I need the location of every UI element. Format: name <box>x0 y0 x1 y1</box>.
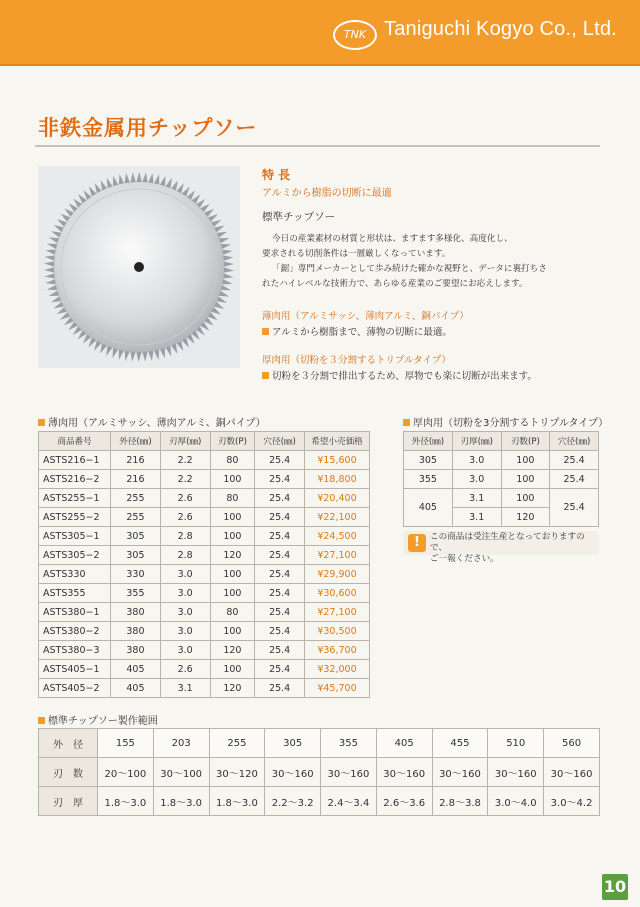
thick-table-title-text: 厚肉用（切粉を3分割するトリプルタイプ） <box>413 418 609 429</box>
company-name: Taniguchi Kogyo Co., Ltd. <box>384 18 617 40</box>
blade-tooth <box>130 351 136 362</box>
price-cell: ¥32,000 <box>304 660 369 679</box>
table-cell: 3.0〜4.2 <box>544 787 600 816</box>
product-code-cell: ASTS330 <box>39 565 111 584</box>
table-cell: 2.8〜3.8 <box>432 787 488 816</box>
price-cell: ¥45,700 <box>304 679 369 698</box>
page-number: 10 <box>602 874 628 900</box>
table-cell: 380 <box>111 603 161 622</box>
product-code-cell: ASTS216−1 <box>39 451 111 470</box>
blade-tooth <box>223 261 234 267</box>
table-cell: 80 <box>210 489 255 508</box>
table-cell: 255 <box>111 489 161 508</box>
table-cell: 100 <box>501 489 550 508</box>
price-cell: ¥29,900 <box>304 565 369 584</box>
saw-blade-image <box>38 166 240 368</box>
table-cell: 80 <box>210 603 255 622</box>
table-row <box>39 660 370 679</box>
table-cell: 20〜100 <box>98 758 154 787</box>
table-cell: 3.1 <box>160 679 210 698</box>
blade-tooth <box>142 351 148 362</box>
table-row <box>39 679 370 698</box>
table-cell: 1.8〜3.0 <box>209 787 265 816</box>
table-cell: 2.6 <box>160 489 210 508</box>
paragraph-line: 要求される切削条件は一層厳しくなっています。 <box>262 249 451 259</box>
table-cell: 1.8〜3.0 <box>98 787 154 816</box>
table-cell: 25.4 <box>255 546 305 565</box>
table-row <box>404 470 599 489</box>
product-code-cell: ASTS380−1 <box>39 603 111 622</box>
table-cell: 216 <box>111 470 161 489</box>
table-cell: 405 <box>376 729 432 758</box>
table-cell: 3.0〜4.0 <box>488 787 544 816</box>
blade-tooth <box>223 267 234 273</box>
blade-tooth <box>44 267 55 273</box>
table-cell: 3.0 <box>160 641 210 660</box>
table-row <box>39 729 600 758</box>
table-row <box>39 527 370 546</box>
range-table-title <box>38 712 158 727</box>
thin-wall-heading: 薄肉用（アルミサッシ、薄肉アルミ、銅パイプ） <box>262 311 469 322</box>
table-cell: 30〜160 <box>265 758 321 787</box>
table-cell: 2.2〜3.2 <box>265 787 321 816</box>
bullet-square-icon <box>403 419 410 426</box>
page-title: 非鉄金属用チップソー <box>38 116 258 140</box>
price-cell: ¥24,500 <box>304 527 369 546</box>
table-cell: 100 <box>210 622 255 641</box>
table-cell: 30〜160 <box>544 758 600 787</box>
table-cell: 155 <box>98 729 154 758</box>
bullet-square-icon <box>262 372 269 379</box>
paragraph-line: れたハイレベルな技術力で、あらゆる産業のご要望にお応えします。 <box>262 279 528 289</box>
blade-tooth <box>136 351 142 362</box>
product-code-cell: ASTS305−2 <box>39 546 111 565</box>
table-header-row <box>39 432 370 451</box>
header-cell: 外径(㎜) <box>404 432 453 451</box>
table-cell: 405 <box>111 660 161 679</box>
table-cell: 355 <box>321 729 377 758</box>
table-cell: 405 <box>404 489 453 527</box>
table-cell: 560 <box>544 729 600 758</box>
header-cell: 希望小売価格 <box>304 432 369 451</box>
table-cell: 25.4 <box>255 470 305 489</box>
table-cell: 80 <box>210 451 255 470</box>
table-cell: 25.4 <box>255 565 305 584</box>
product-code-cell: ASTS405−1 <box>39 660 111 679</box>
row-label-cell: 刃 厚 <box>39 787 98 816</box>
table-cell: 30〜100 <box>153 758 209 787</box>
header-cell: 刃厚(㎜) <box>160 432 210 451</box>
header-cell: 刃厚(㎜) <box>452 432 501 451</box>
table-cell: 355 <box>111 584 161 603</box>
blade-tooth <box>44 273 55 279</box>
thick-wall-heading: 厚肉用（切粉を３分割するトリプルタイプ） <box>262 355 451 366</box>
table-cell: 30〜160 <box>488 758 544 787</box>
table-cell: 3.0 <box>160 584 210 603</box>
price-cell: ¥30,600 <box>304 584 369 603</box>
table-cell: 216 <box>111 451 161 470</box>
features-subtitle: アルミから樹脂の切断に最適 <box>262 188 392 199</box>
price-cell: ¥27,100 <box>304 546 369 565</box>
table-cell: 25.4 <box>255 451 305 470</box>
blade-tooth <box>44 261 55 267</box>
thin-wall-description <box>262 324 452 338</box>
blade-tooth <box>45 255 56 261</box>
table-cell: 25.4 <box>255 660 305 679</box>
table-cell: 2.2 <box>160 470 210 489</box>
table-row <box>39 584 370 603</box>
table-cell: 120 <box>210 546 255 565</box>
thick-wall-description <box>262 368 537 382</box>
table-cell: 25.4 <box>550 451 599 470</box>
header-cell: 刃数(P) <box>210 432 255 451</box>
product-code-cell: ASTS405−2 <box>39 679 111 698</box>
table-cell: 2.6〜3.6 <box>376 787 432 816</box>
table-cell: 25.4 <box>255 584 305 603</box>
exclamation-icon: ! <box>408 534 426 552</box>
feature-paragraph <box>262 232 602 292</box>
table-cell: 305 <box>111 546 161 565</box>
table-row <box>39 470 370 489</box>
bullet-square-icon <box>38 419 45 426</box>
table-cell: 2.2 <box>160 451 210 470</box>
table-cell: 3.1 <box>452 489 501 508</box>
table-row <box>39 489 370 508</box>
product-code-cell: ASTS216−2 <box>39 470 111 489</box>
table-cell: 355 <box>404 470 453 489</box>
price-cell: ¥15,600 <box>304 451 369 470</box>
table-cell: 330 <box>111 565 161 584</box>
table-cell: 255 <box>111 508 161 527</box>
price-cell: ¥27,100 <box>304 603 369 622</box>
range-table <box>38 728 600 816</box>
table-cell: 2.6 <box>160 508 210 527</box>
title-divider <box>35 145 600 147</box>
thick-spec-table <box>403 431 599 527</box>
table-cell: 305 <box>111 527 161 546</box>
paragraph-line: 今日の産業素材の材質と形状は、ますます多様化、高度化し、 <box>272 234 513 244</box>
header-cell: 穴径(㎜) <box>255 432 305 451</box>
price-cell: ¥36,700 <box>304 641 369 660</box>
thin-wall-text: アルミから樹脂まで、薄物の切断に最適。 <box>272 327 452 338</box>
product-code-cell: ASTS380−2 <box>39 622 111 641</box>
product-code-cell: ASTS380−3 <box>39 641 111 660</box>
table-cell: 2.4〜3.4 <box>321 787 377 816</box>
table-cell: 25.4 <box>550 470 599 489</box>
table-row <box>39 508 370 527</box>
table-cell: 30〜160 <box>376 758 432 787</box>
header-cell: 外径(㎜) <box>111 432 161 451</box>
table-cell: 100 <box>501 470 550 489</box>
header-cell: 商品番号 <box>39 432 111 451</box>
table-cell: 30〜160 <box>432 758 488 787</box>
table-row <box>39 787 600 816</box>
table-cell: 255 <box>209 729 265 758</box>
table-cell: 100 <box>210 565 255 584</box>
paragraph-line: 「鋸」専門メーカーとして歩み続けた確かな視野と、データに裏打ちさ <box>272 264 547 274</box>
table-cell: 100 <box>501 451 550 470</box>
price-cell: ¥18,800 <box>304 470 369 489</box>
table-row <box>39 565 370 584</box>
table-cell: 25.4 <box>550 489 599 527</box>
thick-wall-text: 切粉を３分割で排出するため、厚物でも楽に切断が出来ます。 <box>272 371 537 382</box>
table-cell: 30〜160 <box>321 758 377 787</box>
table-cell: 100 <box>210 527 255 546</box>
company-logo: TNK <box>333 20 377 50</box>
table-cell: 305 <box>404 451 453 470</box>
table-row <box>39 546 370 565</box>
table-cell: 3.0 <box>452 451 501 470</box>
range-table-title-text: 標準チップソー製作範囲 <box>48 716 158 727</box>
table-cell: 3.1 <box>452 508 501 527</box>
blade-tooth <box>222 255 233 261</box>
thick-table-title <box>403 414 608 429</box>
table-cell: 100 <box>210 584 255 603</box>
table-row <box>39 451 370 470</box>
table-cell: 25.4 <box>255 489 305 508</box>
table-cell: 3.0 <box>160 565 210 584</box>
row-label-cell: 刃 数 <box>39 758 98 787</box>
table-row <box>404 489 599 508</box>
table-cell: 30〜120 <box>209 758 265 787</box>
bullet-square-icon <box>38 717 45 724</box>
table-cell: 455 <box>432 729 488 758</box>
table-row <box>39 622 370 641</box>
table-cell: 25.4 <box>255 603 305 622</box>
notice-line: この商品は受注生産となっておりますので、 <box>430 532 585 553</box>
product-code-cell: ASTS355 <box>39 584 111 603</box>
blade-tooth <box>136 172 142 183</box>
table-cell: 405 <box>111 679 161 698</box>
table-row <box>39 603 370 622</box>
table-cell: 380 <box>111 641 161 660</box>
header-cell: 刃数(P) <box>501 432 550 451</box>
bullet-square-icon <box>262 328 269 335</box>
product-code-cell: ASTS255−1 <box>39 489 111 508</box>
saw-blade-icon <box>38 166 240 368</box>
price-cell: ¥22,100 <box>304 508 369 527</box>
table-header-row <box>404 432 599 451</box>
thin-price-table <box>38 431 370 698</box>
thin-table-title-text: 薄肉用（アルミサッシ、薄肉アルミ、銅パイプ） <box>48 418 266 429</box>
notice-line: ご一報ください。 <box>430 554 499 564</box>
product-code-cell: ASTS305−1 <box>39 527 111 546</box>
table-row <box>404 451 599 470</box>
table-row <box>39 758 600 787</box>
table-cell: 1.8〜3.0 <box>153 787 209 816</box>
table-cell: 2.6 <box>160 660 210 679</box>
table-cell: 380 <box>111 622 161 641</box>
table-cell: 120 <box>501 508 550 527</box>
table-cell: 100 <box>210 470 255 489</box>
header-cell: 穴径(㎜) <box>550 432 599 451</box>
header-bar <box>0 0 640 66</box>
table-cell: 510 <box>488 729 544 758</box>
price-cell: ¥30,500 <box>304 622 369 641</box>
blade-tooth <box>142 172 148 183</box>
product-code-cell: ASTS255−2 <box>39 508 111 527</box>
price-cell: ¥20,400 <box>304 489 369 508</box>
table-cell: 2.8 <box>160 527 210 546</box>
table-cell: 25.4 <box>255 508 305 527</box>
table-cell: 2.8 <box>160 546 210 565</box>
order-notice <box>403 531 599 564</box>
blade-tooth <box>222 273 233 279</box>
table-cell: 3.0 <box>160 622 210 641</box>
table-cell: 305 <box>265 729 321 758</box>
table-cell: 120 <box>210 679 255 698</box>
table-cell: 25.4 <box>255 679 305 698</box>
features-heading: 特 長 <box>262 168 291 182</box>
standard-chipsaw-heading: 標準チップソー <box>262 211 336 223</box>
thin-table-title <box>38 414 266 429</box>
table-row <box>39 641 370 660</box>
table-cell: 25.4 <box>255 622 305 641</box>
table-cell: 100 <box>210 660 255 679</box>
table-cell: 100 <box>210 508 255 527</box>
table-cell: 120 <box>210 641 255 660</box>
notice-text <box>430 532 599 565</box>
blade-tooth <box>130 172 136 183</box>
table-cell: 3.0 <box>452 470 501 489</box>
table-cell: 203 <box>153 729 209 758</box>
table-cell: 25.4 <box>255 641 305 660</box>
table-cell: 3.0 <box>160 603 210 622</box>
table-cell: 25.4 <box>255 527 305 546</box>
row-label-cell: 外 径 <box>39 729 98 758</box>
